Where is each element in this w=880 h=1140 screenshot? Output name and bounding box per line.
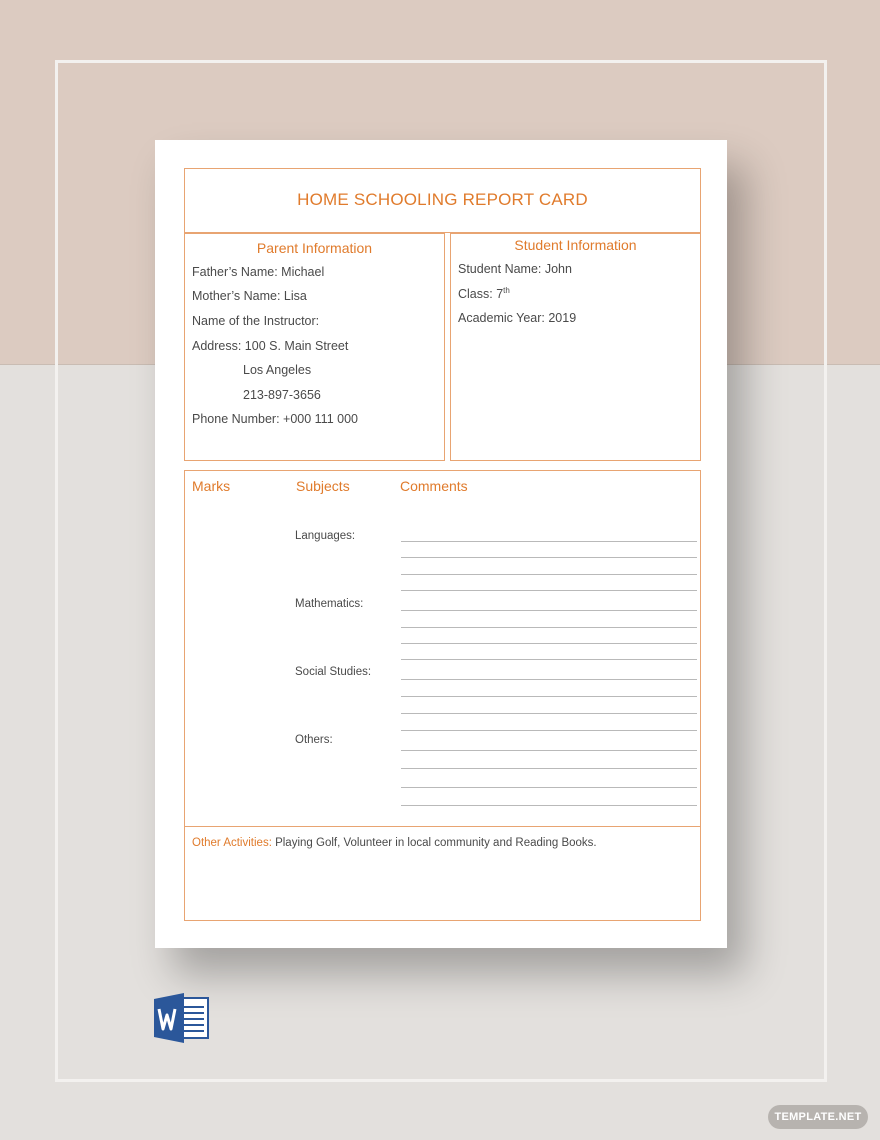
student-name: Student Name: John — [458, 262, 572, 276]
comment-line — [401, 627, 697, 628]
address-line-1: Address: 100 S. Main Street — [192, 339, 349, 353]
class-suffix: th — [503, 286, 510, 295]
class-value: Class: 7 — [458, 287, 504, 302]
comment-line — [401, 659, 697, 660]
mother-name: Mother’s Name: Lisa — [192, 289, 307, 303]
subject-others: Others: — [295, 734, 333, 746]
father-name: Father’s Name: Michael — [192, 265, 325, 279]
marks-column-header: Marks — [192, 478, 231, 494]
student-class — [458, 286, 510, 301]
comment-line — [401, 574, 697, 575]
word-icon — [154, 993, 210, 1043]
comment-line — [401, 610, 697, 611]
comment-line — [401, 713, 697, 714]
parent-information-box — [184, 233, 445, 461]
other-activities — [192, 837, 597, 849]
comment-line — [401, 787, 697, 788]
other-activities-box — [184, 826, 701, 921]
subject-languages: Languages: — [295, 530, 356, 542]
comment-line — [401, 805, 697, 806]
marks-section — [184, 470, 701, 827]
parent-information-heading: Parent Information — [256, 240, 373, 256]
instructor-name: Name of the Instructor: — [192, 314, 320, 328]
subject-mathematics: Mathematics: — [295, 598, 364, 610]
comment-line — [401, 541, 697, 542]
phone-number: Phone Number: +000 111 000 — [192, 412, 358, 426]
address-line-2: Los Angeles — [243, 363, 312, 377]
report-card-page — [155, 140, 727, 948]
address-line-3: 213-897-3656 — [243, 388, 321, 402]
other-activities-text: Playing Golf, Volunteer in local community and Reading Books. — [271, 837, 597, 849]
comment-line — [401, 768, 697, 769]
comment-line — [401, 590, 697, 591]
subjects-column-header: Subjects — [296, 478, 350, 494]
comment-line — [401, 750, 697, 751]
report-title: HOME SCHOOLING REPORT CARD — [297, 190, 588, 209]
other-activities-label: Other Activities: — [192, 837, 272, 849]
comments-column-header: Comments — [400, 478, 468, 494]
student-information-box — [450, 233, 701, 461]
academic-year: Academic Year: 2019 — [458, 311, 577, 325]
comment-line — [401, 643, 697, 644]
comment-line — [401, 557, 697, 558]
comment-line — [401, 696, 697, 697]
comment-line — [401, 730, 697, 731]
template-net-badge[interactable]: TEMPLATE.NET — [768, 1105, 868, 1129]
student-information-heading: Student Information — [514, 237, 637, 253]
comment-line — [401, 679, 697, 680]
title-box — [184, 168, 701, 233]
subject-social-studies: Social Studies: — [295, 666, 372, 678]
